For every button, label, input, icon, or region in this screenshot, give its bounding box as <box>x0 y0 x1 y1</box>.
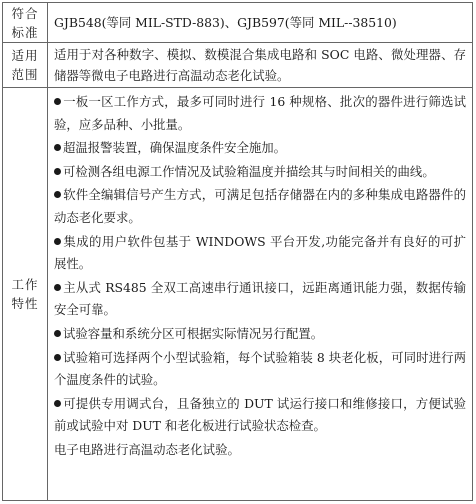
bullet-icon <box>54 330 61 337</box>
feature-text: 超温报警装置，确保温度条件安全施加。 <box>63 140 287 156</box>
bullet-icon <box>54 238 61 245</box>
standard-content: GJB548(等同 MIL-STD-883)、GJB597(等同 MIL--38510) <box>48 3 473 43</box>
features-list <box>54 91 466 462</box>
bullet-icon <box>54 191 61 198</box>
feature-text: 软件全编辑信号产生方式，可满足包括存储器在内的多种集成电路器件的动态老化要求。 <box>54 187 466 225</box>
list-item <box>54 161 466 184</box>
label-line: 范围 <box>11 67 39 82</box>
label-line: 工作 <box>11 277 39 292</box>
label-line: 特性 <box>11 296 39 311</box>
bullet-icon <box>54 354 61 361</box>
scope-content: 适用于对各种数字、模拟、数模混合集成电路和 SOC 电路、微处理器、存储器等微电子电路进行高温动态老化试验。 <box>48 43 473 88</box>
row-label-standard <box>3 3 48 43</box>
list-item <box>54 277 466 322</box>
bullet-icon <box>54 98 61 105</box>
trailing-text: 电子电路进行高温动态老化试验。 <box>54 441 240 457</box>
row-standard <box>3 3 473 43</box>
feature-text: 可检测各组电源工作情况及试验箱温度并描绘其与时间相关的曲线。 <box>63 163 435 179</box>
bullet-icon <box>54 400 61 407</box>
feature-text: 可提供专用调式台，且备独立的 DUT 试运行接口和维修接口，方便试验前或试验中对 DUT 和老化板进行试验状态检查。 <box>54 395 466 434</box>
bullet-icon <box>54 168 61 175</box>
feature-text: 试验容量和系统分区可根据实际情况另行配置。 <box>63 325 324 341</box>
label-line: 适用 <box>11 48 39 63</box>
features-content <box>48 88 473 501</box>
list-item <box>54 393 466 438</box>
feature-text: 一板一区工作方式，最多可同时进行 16 种规格、批次的器件进行筛选试验，应多品种、小批量。 <box>54 94 466 132</box>
list-item <box>54 91 466 136</box>
feature-text: 试验箱可选择两个小型试验箱，每个试验箱装 8 块老化板，可同时进行两个温度条件的试验。 <box>54 349 466 388</box>
row-label-scope <box>3 43 48 88</box>
list-item <box>54 323 466 346</box>
label-line: 符合 <box>11 5 39 21</box>
list-item <box>54 231 466 276</box>
row-scope <box>3 43 473 88</box>
bullet-icon <box>54 144 61 151</box>
feature-text: 主从式 RS485 全双工高速串行通讯接口，远距离通讯能力强，数据传输安全可靠。 <box>54 279 466 318</box>
list-item <box>54 347 466 392</box>
list-item <box>54 184 466 229</box>
bullet-icon <box>54 284 61 291</box>
feature-text: 集成的用户软件包基于 WINDOWS 平台开发,功能完备并有良好的可扩展性。 <box>54 233 466 272</box>
spec-table <box>2 2 473 501</box>
label-line: 标准 <box>11 24 39 40</box>
list-item <box>54 137 466 160</box>
row-label-features <box>3 88 48 501</box>
row-features <box>3 88 473 501</box>
